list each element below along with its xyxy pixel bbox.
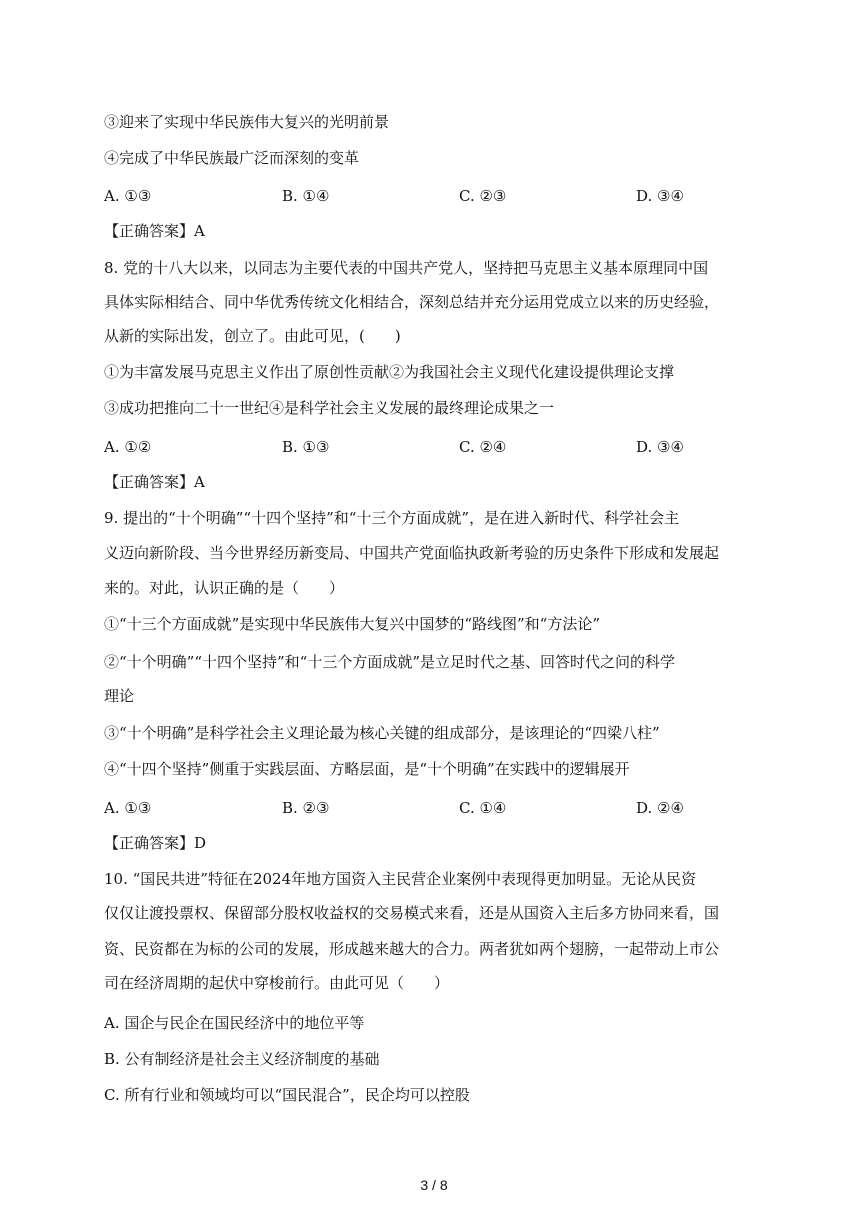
q7-option-a: A. ①③: [104, 187, 152, 205]
q8-stem-line-2: 具体实际相结合、同中华优秀传统文化相结合，深刻总结并充分运用党成立以来的历史经验，: [104, 293, 720, 311]
q9-option-d: D. ②④: [636, 799, 684, 817]
q9-stem-line-3: 来的。对此，认识正确的是（ ）: [104, 579, 345, 597]
q7-option-b: B. ①④: [282, 187, 330, 205]
q10-stem-line-3: 资、民资都在为标的公司的发展，形成越来越大的合力。两者犹如两个翅膀，一起带动上市公: [104, 940, 720, 958]
q10-stem-line-2: 仅仅让渡投票权、保留部分股权收益权的交易模式来看，还是从国资入主后多方协同来看，国: [104, 904, 720, 922]
q8-answer: 【正确答案】A: [104, 473, 205, 491]
q10-option-b: B. 公有制经济是社会主义经济制度的基础: [104, 1050, 380, 1068]
q9-option-b: B. ②③: [282, 799, 330, 817]
q10-option-a: A. 国企与民企在国民经济中的地位平等: [104, 1014, 365, 1032]
q8-choices-1-2: ①为丰富发展马克思主义作出了原创性贡献②为我国社会主义现代化建设提供理论支撑: [104, 363, 675, 381]
q9-choice-2-cont: 理论: [104, 687, 135, 705]
q8-stem-line-1: 8. 党的十八大以来，以同志为主要代表的中国共产党人，坚持把马克思主义基本原理同中国: [104, 259, 709, 277]
q8-option-a: A. ①②: [104, 438, 152, 456]
q10-stem-line-4: 司在经济周期的起伏中穿梭前行。由此可见（ ）: [104, 974, 450, 992]
q8-option-d: D. ③④: [636, 438, 684, 456]
q9-choice-2: ②“十个明确”“十四个坚持”和“十三个方面成就”是立足时代之基、回答时代之问的科学: [104, 653, 676, 671]
q9-option-a: A. ①③: [104, 799, 152, 817]
q9-choice-1: ①“十三个方面成就”是实现中华民族伟大复兴中国梦的“路线图”和“方法论”: [104, 615, 601, 633]
q9-choice-3: ③“十个明确”是科学社会主义理论最为核心关键的组成部分，是该理论的“四梁八柱”: [104, 724, 660, 742]
page-number: 3 / 8: [420, 1177, 448, 1193]
q7-choice-4: ④完成了中华民族最广泛而深刻的变革: [104, 149, 360, 167]
q9-choice-4: ④“十四个坚持”侧重于实践层面、方略层面，是“十个明确”在实践中的逻辑展开: [104, 760, 630, 778]
q9-stem-line-1: 9. 提出的“十个明确”“十四个坚持”和“十三个方面成就”，是在进入新时代、科学社会主: [104, 509, 680, 527]
q7-option-c: C. ②③: [459, 187, 507, 205]
q7-choice-3: ③迎来了实现中华民族伟大复兴的光明前景: [104, 113, 390, 131]
q8-option-c: C. ②④: [459, 438, 507, 456]
q9-stem-line-2: 义迈向新阶段、当今世界经历新变局、中国共产党面临执政新考验的历史条件下形成和发展起: [104, 544, 720, 562]
q7-option-d: D. ③④: [636, 187, 684, 205]
q7-answer: 【正确答案】A: [104, 222, 205, 240]
q9-answer: 【正确答案】D: [104, 834, 207, 852]
q10-stem-line-1: 10. “国民共进”特征在2024年地方国资入主民营企业案例中表现得更加明显。无论从民资: [104, 870, 697, 888]
q8-stem-line-3: 从新的实际出发，创立了。由此可见，( ): [104, 327, 401, 345]
q10-option-c: C. 所有行业和领域均可以“国民混合”，民企均可以控股: [104, 1086, 470, 1104]
q9-option-c: C. ①④: [459, 799, 507, 817]
q8-option-b: B. ①③: [282, 438, 330, 456]
q8-choices-3-4: ③成功把推向二十一世纪④是科学社会主义发展的最终理论成果之一: [104, 399, 555, 417]
